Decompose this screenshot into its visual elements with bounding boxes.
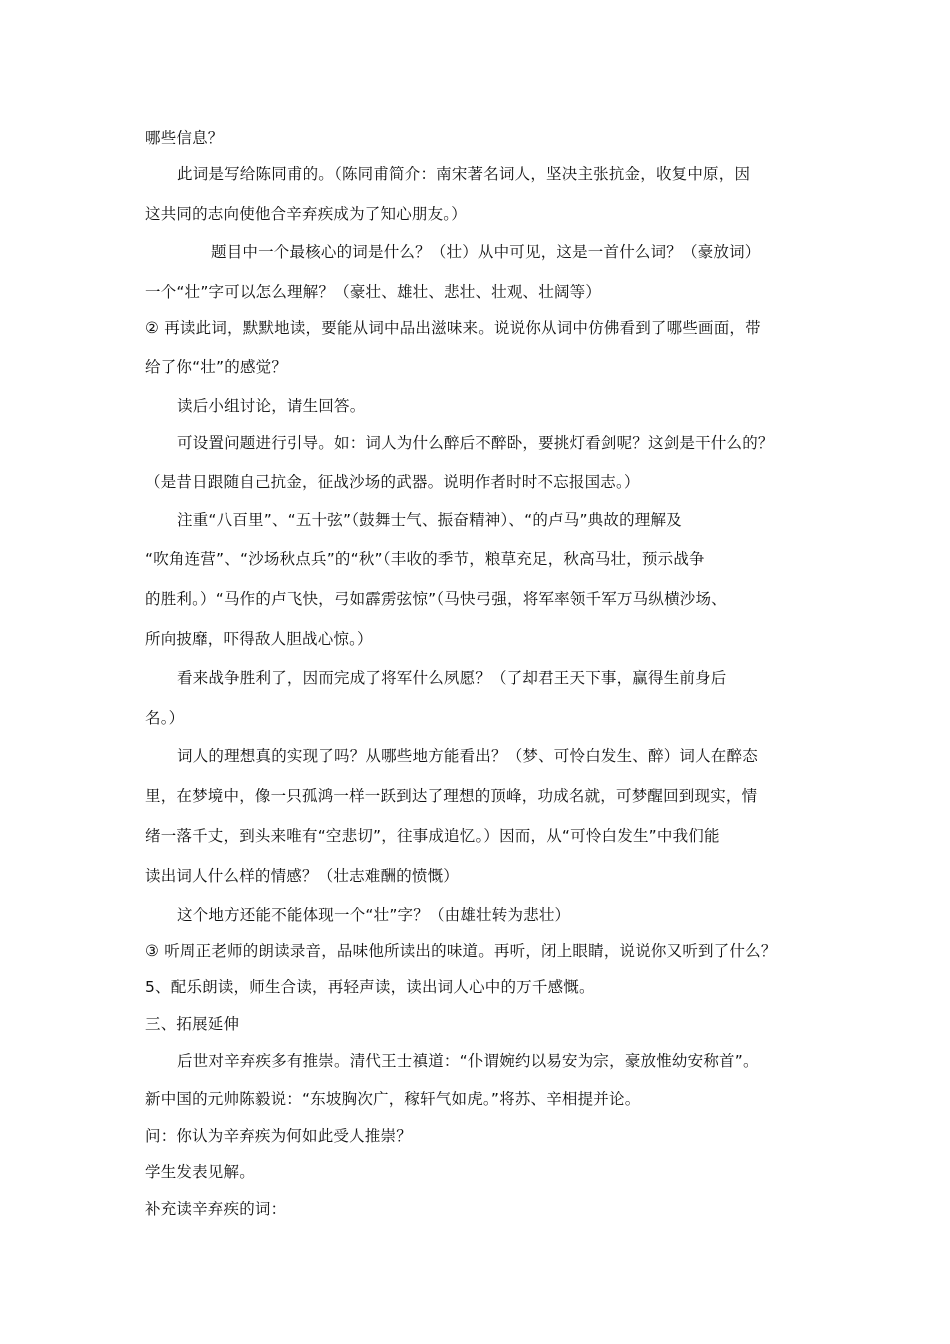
text-line: 学生发表见解。 — [145, 1163, 255, 1181]
text-line: 5、配乐朗读，师生合读，再轻声读，读出词人心中的万千感慨。 — [145, 978, 595, 996]
text-line: 这个地方还能不能体现一个“壮”字？（由雄壮转为悲壮） — [177, 906, 571, 924]
text-line: “吹角连营”、“沙场秋点兵”的“秋”（丰收的季节，粮草充足，秋高马壮，预示战争 — [145, 550, 705, 568]
text-line: ② 再读此词，默默地读，要能从词中品出滋味来。说说你从词中仿佛看到了哪些画面，带 — [145, 319, 761, 337]
text-line: 名。） — [145, 709, 185, 727]
text-line: 哪些信息？ — [145, 129, 224, 147]
text-line: 可设置问题进行引导。如：词人为什么醉后不醉卧，要挑灯看剑呢？这剑是干什么的？ — [177, 434, 774, 452]
text-line: 此词是写给陈同甫的。（陈同甫简介：南宋著名词人，坚决主张抗金，收复中原，因 — [177, 165, 751, 183]
text-line: 问：你认为辛弃疾为何如此受人推崇？ — [145, 1127, 412, 1145]
text-line: 一个“壮”字可以怎么理解？（豪壮、雄壮、悲壮、壮观、壮阔等） — [145, 283, 602, 301]
text-line: 注重“八百里”、“五十弦”（鼓舞士气、振奋精神）、“的卢马”典故的理解及 — [177, 511, 682, 529]
section-heading: 三、拓展延伸 — [145, 1015, 240, 1033]
text-line: 这共同的志向使他合辛弃疾成为了知心朋友。） — [145, 205, 467, 223]
text-line: 里，在梦境中，像一只孤鸿一样一跃到达了理想的顶峰，功成名就，可梦醒回到现实，情 — [145, 787, 758, 805]
text-line: 补充读辛弃疾的词： — [145, 1200, 287, 1218]
text-line: 读后小组讨论，请生回答。 — [177, 397, 366, 415]
text-line: 给了你“壮”的感觉？ — [145, 358, 288, 376]
text-line: 读出词人什么样的情感？（壮志难酬的愤慨） — [145, 867, 460, 885]
text-line: ③ 听周正老师的朗读录音，品味他所读出的味道。再听，闭上眼睛，说说你又听到了什么？ — [145, 942, 777, 960]
text-line: 绪一落千丈，到头来唯有“空悲切”，往事成追忆。）因而，从“可怜白发生”中我们能 — [145, 827, 720, 845]
text-line: 所向披靡，吓得敌人胆战心惊。） — [145, 630, 373, 648]
text-line: 后世对辛弃疾多有推崇。清代王士禛道：“仆谓婉约以易安为宗，豪放惟幼安称首”。 — [177, 1052, 759, 1070]
text-line: 的胜利。）“马作的卢飞快，弓如霹雳弦惊”（马快弓强，将军率领千军万马纵横沙场、 — [145, 590, 727, 608]
text-line: （是昔日跟随自己抗金，征战沙场的武器。说明作者时时不忘报国志。） — [145, 473, 640, 491]
text-line: 新中国的元帅陈毅说：“东坡胸次广，稼轩气如虎。”将苏、辛相提并论。 — [145, 1090, 641, 1108]
text-line: 题目中一个最核心的词是什么？（壮）从中可见，这是一首什么词？（豪放词） — [211, 243, 761, 261]
text-line: 看来战争胜利了，因而完成了将军什么夙愿？（了却君王天下事，赢得生前身后 — [177, 669, 727, 687]
text-line: 词人的理想真的实现了吗？从哪些地方能看出？（梦、可怜白发生、醉）词人在醉态 — [177, 747, 758, 765]
